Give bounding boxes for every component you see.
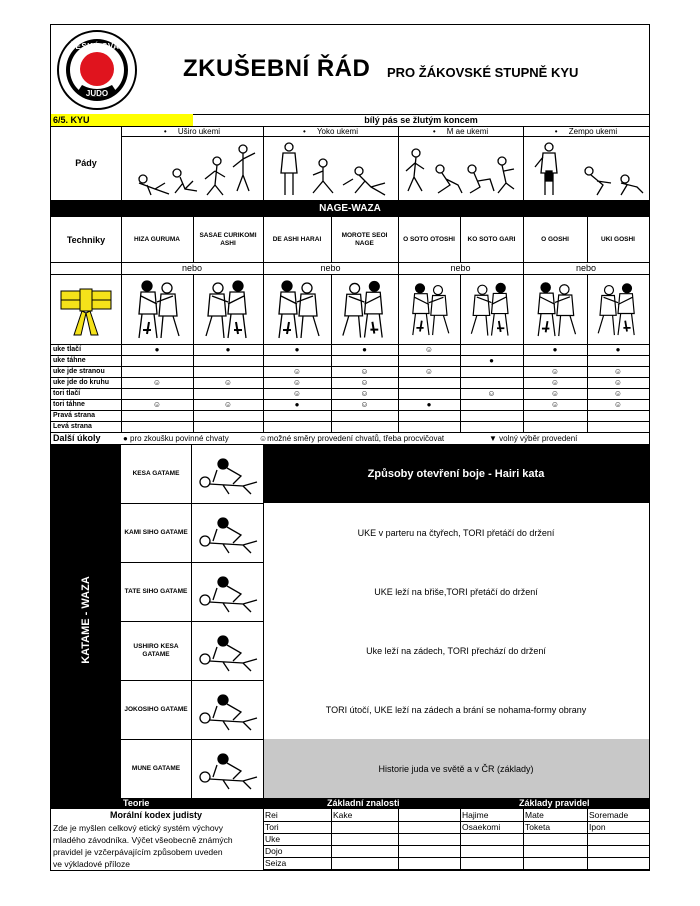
katame-technique-name: JOKOSIHO GATAME [124,705,188,713]
katame-illustration [193,511,261,555]
technique-illustration [591,278,645,340]
zempo-ukemi-illustration [527,139,645,197]
matrix-row-label: uke táhne [53,357,86,364]
technique-illustration [125,278,189,340]
matrix-row-label: tori tlačí [53,390,81,397]
matrix-cell: ● [552,345,558,354]
nebo-label: nebo [450,263,471,273]
matrix-row-label: Pravá strana [53,412,96,419]
katame-description: Způsoby otevření boje - Hairi kata [263,444,649,503]
katame-technique-name: USHIRO KESA GATAME [133,642,179,658]
matrix-cell: ☺ [487,389,496,398]
pady-label: Pády [75,158,97,168]
matrix-cell: ☺ [613,389,623,398]
matrix-cell: ☺ [424,367,434,376]
legend-optional: ☺možné směry provedení chvatů, třeba procvičovat [259,434,445,443]
bullet: • [303,127,306,136]
yellow-belt-illustration [57,281,115,339]
matrix-cell: ● [426,400,432,409]
technique-illustration [197,278,259,340]
bullet: • [432,127,436,136]
pady-item-mae [398,127,523,136]
katame-description: UKE v parteru na čtyřech, TORI přetáčí do držení [263,503,649,562]
exam-sheet [50,24,650,871]
techniky-label: Techniky [66,234,106,245]
pady-item-yoko [263,127,398,136]
kyu-grade-text: 6/5. KYU [53,115,90,125]
matrix-cell: ● [294,345,300,354]
pravidlo-cell: Hajime [462,810,489,820]
pravidlo-cell: Osaekomi [462,822,501,832]
pady-name: Zempo ukemi [568,127,618,136]
kodex-line: mladého závodníka. Výčet všeobecně známých [53,835,233,845]
cs-judo-logo [56,29,138,111]
znalost-cell: Kake [333,810,353,820]
nebo-label: nebo [575,263,597,273]
matrix-cell: ☺ [292,367,302,376]
matrix-cell: ☺ [613,400,623,409]
katame-description: UKE leží na břiše,TORI přetáčí do držení [263,562,649,621]
matrix-cell: ☺ [152,400,162,409]
matrix-cell: ● [489,356,494,365]
matrix-cell: ☺ [292,389,302,398]
matrix-row-label: Levá strana [53,423,92,430]
katame-technique-name: TATE SIHO GATAME [124,587,188,595]
zakladni-znalosti-label: Základní znalosti [327,798,400,808]
pravidlo-cell: Toketa [525,822,551,832]
technique-name: SASAE CURIKOMI ASHI [199,231,257,247]
nebo-label: nebo [320,263,341,273]
katame-technique-name: KAMI SIHO GATAME [124,528,188,536]
kodex-line: Zde je myšlen celkový etický systém výchovy [53,823,224,833]
kodex-line: ve výkladové příloze [53,859,131,869]
katame-illustration [193,629,261,673]
usiro-ukemi-illustration [125,139,259,197]
znalost-cell: Tori [265,822,279,832]
matrix-row-label: tori táhne [53,401,85,408]
matrix-cell: ● [154,345,160,354]
katame-illustration [193,570,261,614]
pady-name: Yoko ukemi [316,127,358,136]
znalost-cell: Uke [265,834,281,844]
page-subtitle: PRO ŽÁKOVSKÉ STUPNĚ KYU [387,65,579,80]
matrix-cell: ☺ [550,389,560,398]
nage-waza-header [51,200,649,217]
logo-text-bottom: JUDO [85,89,109,98]
katame-technique-name: KESA GATAME [132,469,180,477]
legend-required: ● pro zkoušku povinné chvaty [123,434,229,443]
matrix-cell: ☺ [550,400,560,409]
page-title: ZKUŠEBNÍ ŘÁD [183,55,371,82]
technique-illustration [335,278,394,340]
kodex-title: Morální kodex judisty [109,810,203,820]
technique-illustration [464,278,519,340]
matrix-row-label: uke jde stranou [53,368,105,375]
dalsi-ukoly-label: Další úkoly [53,433,101,443]
technique-illustration [527,278,583,340]
matrix-cell: ☺ [152,378,162,387]
matrix-cell: ☺ [550,367,560,376]
matrix-row-label: uke tlačí [53,346,82,353]
nebo-label: nebo [181,263,203,273]
katame-illustration [193,747,261,791]
bullet: • [554,127,558,136]
znalost-cell: Seiza [265,858,287,868]
bullet: • [163,127,167,136]
pady-name: M ae ukemi [446,127,489,136]
matrix-cell: ☺ [613,378,623,387]
katame-description: TORI útočí, UKE leží na zádech a brání se nohama-formy obrany [263,680,649,739]
technique-name: DE ASHI HARAI [272,235,322,243]
pravidlo-cell: Ipon [589,822,606,832]
matrix-cell: ☺ [613,367,623,376]
matrix-cell: ☺ [360,367,369,376]
matrix-cell: ☺ [424,345,434,354]
belt-description: bílý pás se žlutým koncem [364,115,478,125]
matrix-cell: ☺ [292,378,302,387]
katame-description: Historie juda ve světě a v ČR (základy) [263,739,649,798]
technique-name: O SOTO OTOSHI [403,235,455,243]
pravidlo-cell: Mate [525,810,544,820]
matrix-cell: ☺ [360,400,369,409]
pady-item-usiro [121,127,263,136]
technique-illustration [267,278,327,340]
kyu-grade [51,114,193,126]
mae-ukemi-illustration [402,139,520,197]
technique-name: KO SOTO GARI [467,235,516,243]
matrix-cell: ☺ [360,389,369,398]
katame-waza-side [51,444,121,798]
matrix-cell: ● [294,400,300,409]
zaklady-pravidel-label: Základy pravidel [519,798,590,808]
pady-name: Uširo ukemi [177,127,221,136]
technique-illustration [402,278,456,340]
katame-waza-label: KATAME - WAZA [80,576,92,664]
legend-free-choice: ▼ volný výběr provedení [489,434,578,443]
kodex-line: pravidel je vzčerpávajícím způsobem uveden [53,847,223,857]
nage-waza-title: NAGE-WAZA [319,203,381,214]
teorie-label: Teorie [123,798,150,808]
matrix-row-label: uke jde do kruhu [53,379,110,386]
katame-technique-name: MUNE GATAME [131,764,181,772]
pravidlo-cell: Soremade [589,810,629,820]
znalost-cell: Rei [265,810,278,820]
matrix-cell: ☺ [223,378,233,387]
znalost-cell: Dojo [265,846,283,856]
technique-name: UKI GOSHI [601,235,635,243]
technique-name: O GOSHI [541,235,569,243]
yoko-ukemi-illustration [267,139,395,197]
katame-illustration [193,688,261,732]
matrix-cell: ● [362,345,367,354]
matrix-cell: ☺ [550,378,560,387]
matrix-cell: ☺ [360,378,369,387]
katame-illustration [193,452,261,496]
logo-text-top: ČESKÝ SVAZ [69,42,125,51]
pady-item-zempo [523,127,649,136]
technique-name: MOROTE SEOI NAGE [341,231,388,247]
matrix-cell: ☺ [223,400,233,409]
technique-name: HIZA GURUMA [134,235,180,243]
katame-description: Uke leží na zádech, TORI přechází do držení [263,621,649,680]
matrix-cell: ● [225,345,231,354]
matrix-cell: ● [615,345,621,354]
